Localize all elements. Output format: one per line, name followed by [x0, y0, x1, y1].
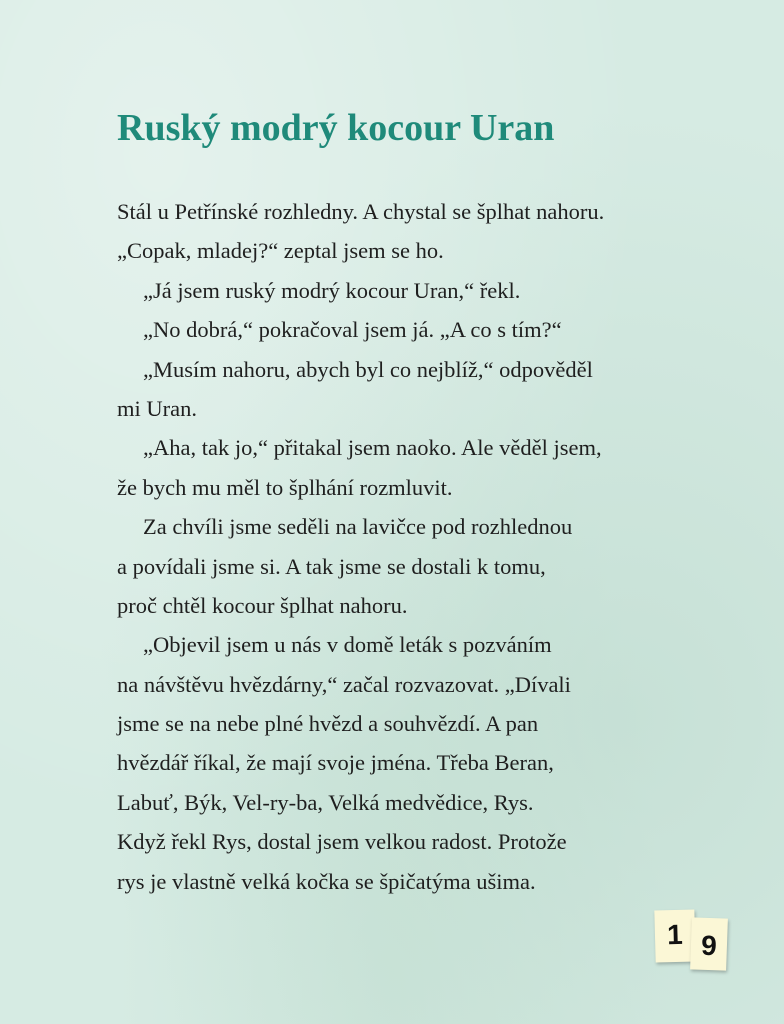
story-line: Když řekl Rys, dostal jsem velkou radost. Protože	[117, 829, 567, 855]
story-line: jsme se na nebe plné hvězd a souhvězdí. A pan	[117, 711, 539, 737]
story-line: Labuť, Býk, Vel-ry-ba, Velká medvědice, Rys.	[117, 789, 534, 815]
story-line: Za chvíli jsme seděli na lavičce pod rozhlednou	[143, 514, 573, 540]
page-number-digit: 1	[654, 909, 695, 962]
story-text	[117, 192, 737, 901]
story-line: Stál u Petřínské rozhledny. A chystal se šplhat nahoru.	[117, 199, 605, 224]
story-line: proč chtěl kocour šplhat nahoru.	[117, 592, 408, 618]
story-line: „Já jsem ruský modrý kocour Uran,“ řekl.	[143, 277, 521, 303]
story-line: „Copak, mladej?“ zeptal jsem se ho.	[117, 238, 444, 264]
story-line: že bych mu měl to šplhání rozmluvit.	[117, 474, 453, 500]
page-number-digit: 9	[690, 917, 728, 970]
story-line: hvězdář říkal, že mají svoje jména. Třeba Beran,	[117, 750, 554, 776]
story-line: „Musím nahoru, abych byl co nejblíž,“ odpověděl	[143, 356, 593, 382]
page-number	[655, 905, 735, 975]
story-line: „No dobrá,“ pokračoval jsem já. „A co s tím?“	[143, 317, 562, 343]
story-line: na návštěvu hvězdárny,“ začal rozvazovat. „Dívali	[117, 671, 571, 697]
chapter-title: Ruský modrý kocour Uran	[117, 107, 555, 149]
story-line: „Aha, tak jo,“ přitakal jsem naoko. Ale věděl jsem,	[143, 435, 602, 461]
story-line: rys je vlastně velká kočka se špičatýma ušima.	[117, 868, 536, 894]
story-line: „Objevil jsem u nás v domě leták s pozváním	[143, 632, 552, 658]
story-line: a povídali jsme si. A tak jsme se dostali k tomu,	[117, 553, 546, 579]
story-line: mi Uran.	[117, 395, 197, 421]
